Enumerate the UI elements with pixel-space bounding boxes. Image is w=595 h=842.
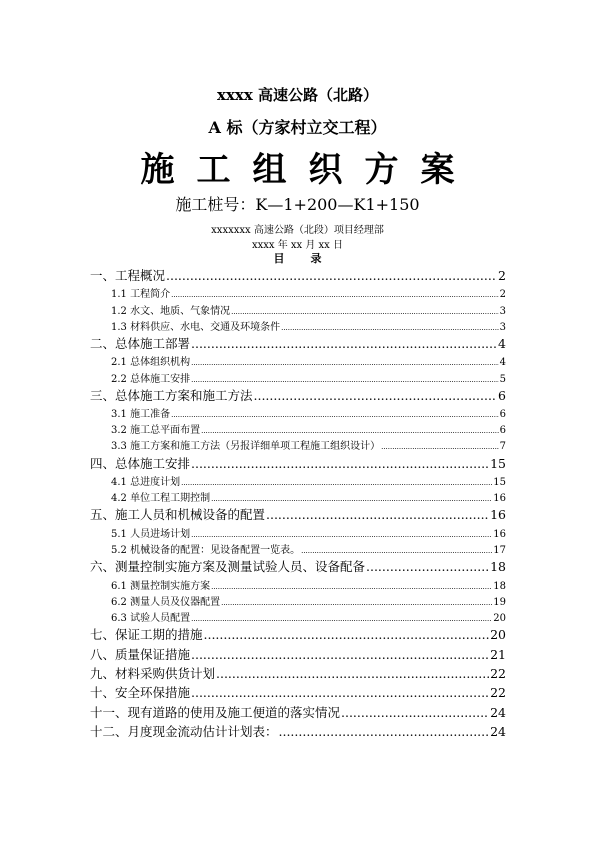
toc-dot-leader <box>381 443 499 451</box>
toc-page-number: 3 <box>499 321 506 333</box>
toc-dot-leader <box>216 666 489 681</box>
toc-entry[interactable] <box>90 664 506 683</box>
toc-entry-title: 十一、现有道路的使用及施工便道的落实情况 <box>90 704 341 720</box>
toc-entry[interactable] <box>90 285 506 301</box>
toc-heading: 目录 <box>273 252 348 265</box>
date: xxxx 年 xx 月 xx 日 <box>251 240 343 251</box>
toc-entry[interactable] <box>90 386 506 405</box>
toc-entry-title: 6.3 试验人员配置 <box>111 612 191 624</box>
toc-dot-leader <box>171 411 499 419</box>
toc-dot-leader <box>191 615 492 623</box>
toc-entry[interactable] <box>90 473 506 489</box>
toc-dot-leader <box>191 359 499 367</box>
toc-entry-title: 九、材料采购供货计划 <box>90 665 216 681</box>
toc-entry[interactable] <box>90 541 506 557</box>
toc-dot-leader <box>211 583 492 591</box>
toc-page-number: 16 <box>493 493 506 505</box>
toc-entry[interactable] <box>90 577 506 593</box>
toc-page-number: 15 <box>490 455 506 471</box>
toc-dot-leader <box>281 324 499 332</box>
toc-page-number: 21 <box>490 646 506 662</box>
toc-entry-title: 三、总体施工方案和施工方法 <box>90 387 253 403</box>
toc-dot-leader <box>211 495 492 503</box>
toc-entry-title: 5.2 机械设备的配置：见设备配置一览表。 <box>111 545 301 557</box>
toc-page-number: 6 <box>499 409 506 421</box>
toc-entry[interactable] <box>90 489 506 505</box>
toc-entry[interactable] <box>90 722 506 741</box>
toc-dot-leader <box>191 336 497 351</box>
toc-entry-title: 四、总体施工安排 <box>90 455 191 471</box>
toc-page-number: 19 <box>493 596 506 608</box>
toc-page-number: 24 <box>490 724 506 740</box>
toc-entry-title: 十二、月度现金流动估计计划表： <box>90 724 278 740</box>
toc-entry[interactable] <box>90 334 506 353</box>
toc-entry-title: 六、测量控制实施方案及测量试验人员、设备配备 <box>90 559 366 575</box>
toc-entry-title: 1.3 材料供应、水电、交通及环境条件 <box>111 321 281 333</box>
toc-page-number: 22 <box>490 665 506 681</box>
toc-page-number: 4 <box>498 335 506 351</box>
toc-entry-title: 1.1 工程简介 <box>111 289 171 301</box>
toc-entry[interactable] <box>90 353 506 369</box>
toc-entry[interactable] <box>90 454 506 473</box>
toc-dot-leader <box>171 291 499 299</box>
toc-entry[interactable] <box>90 266 506 285</box>
toc-entry-title: 3.1 施工准备 <box>111 409 171 421</box>
toc-entry[interactable] <box>90 302 506 318</box>
toc-dot-leader <box>191 531 492 539</box>
toc-page-number: 22 <box>490 685 506 701</box>
toc-page-number: 4 <box>499 357 506 369</box>
toc-entry[interactable] <box>90 645 506 664</box>
toc-entry-title: 二、总体施工部署 <box>90 335 191 351</box>
toc-entry[interactable] <box>90 525 506 541</box>
toc-dot-leader <box>191 456 489 471</box>
toc-entry-title: 七、保证工期的措施 <box>90 627 203 643</box>
toc-entry[interactable] <box>90 703 506 722</box>
toc-entry[interactable] <box>90 593 506 609</box>
toc-page-number: 6 <box>498 387 506 403</box>
toc-dot-leader <box>204 627 490 642</box>
toc-page-number: 20 <box>490 627 506 643</box>
title-line-2: A 标（方家村立交工程） <box>208 118 387 137</box>
toc-page-number: 5 <box>499 373 506 385</box>
toc-entry[interactable] <box>90 405 506 421</box>
document-title: 施工组织方案 <box>140 150 477 190</box>
toc-entry-title: 6.1 测量控制实施方案 <box>111 580 211 592</box>
toc-entry[interactable] <box>90 437 506 453</box>
toc-page-number: 16 <box>493 528 506 540</box>
toc-dot-leader <box>301 547 492 555</box>
toc-page-number: 24 <box>490 704 506 720</box>
toc-entry-title: 4.2 单位工程工期控制 <box>111 493 211 505</box>
toc-entry-title: 5.1 人员进场计划 <box>111 528 191 540</box>
toc-entry-title: 一、工程概况 <box>90 268 166 283</box>
toc-page-number: 6 <box>499 425 506 437</box>
toc-page-number: 16 <box>490 507 506 523</box>
toc-dot-leader <box>279 724 490 739</box>
table-of-contents <box>90 266 506 742</box>
station-number: 施工桩号：K—1+200—K1+150 <box>175 195 420 214</box>
toc-entry[interactable] <box>90 505 506 524</box>
toc-dot-leader <box>191 376 499 384</box>
toc-page-number: 2 <box>499 289 506 301</box>
toc-page-number: 7 <box>499 441 506 453</box>
toc-entry[interactable] <box>90 609 506 625</box>
toc-dot-leader <box>254 388 498 403</box>
toc-entry[interactable] <box>90 370 506 386</box>
toc-dot-leader <box>201 427 499 435</box>
toc-page-number: 17 <box>493 545 506 557</box>
toc-entry-title: 八、质量保证措施 <box>90 646 191 662</box>
toc-entry-title: 6.2 测量人员及仪器配置 <box>111 596 221 608</box>
toc-dot-leader <box>266 507 489 522</box>
toc-entry[interactable] <box>90 683 506 702</box>
toc-entry-title: 4.1 总进度计划 <box>111 477 181 489</box>
toc-dot-leader <box>191 647 489 662</box>
toc-entry[interactable] <box>90 557 506 576</box>
toc-dot-leader <box>366 559 489 574</box>
toc-dot-leader <box>231 308 499 316</box>
toc-entry-title: 1.2 水文、地质、气象情况 <box>111 305 231 317</box>
toc-dot-leader <box>181 479 492 487</box>
toc-entry[interactable] <box>90 318 506 334</box>
toc-dot-leader <box>191 685 489 700</box>
toc-page-number: 20 <box>493 612 506 624</box>
toc-entry-title: 五、施工人员和机械设备的配置 <box>90 507 266 523</box>
toc-entry-title: 3.2 施工总平面布置 <box>111 425 201 437</box>
toc-entry[interactable] <box>90 625 506 644</box>
toc-page-number: 2 <box>498 268 506 283</box>
title-line-1: xxxx 高速公路（北路） <box>217 86 378 104</box>
toc-dot-leader <box>221 599 492 607</box>
department: xxxxxxx 高速公路（北段）项目经理部 <box>211 225 384 236</box>
toc-entry-title: 十、安全环保措施 <box>90 685 191 701</box>
toc-entry-title: 3.3 施工方案和施工方法（另报详细单项工程施工组织设计） <box>111 441 381 453</box>
toc-entry-title: 2.2 总体施工安排 <box>111 373 191 385</box>
toc-dot-leader <box>166 268 497 283</box>
toc-page-number: 15 <box>493 477 506 489</box>
toc-entry[interactable] <box>90 421 506 437</box>
toc-page-number: 18 <box>490 559 506 575</box>
toc-page-number: 3 <box>499 305 506 317</box>
toc-entry-title: 2.1 总体组织机构 <box>111 357 191 369</box>
toc-page-number: 18 <box>493 580 506 592</box>
toc-dot-leader <box>341 705 489 720</box>
